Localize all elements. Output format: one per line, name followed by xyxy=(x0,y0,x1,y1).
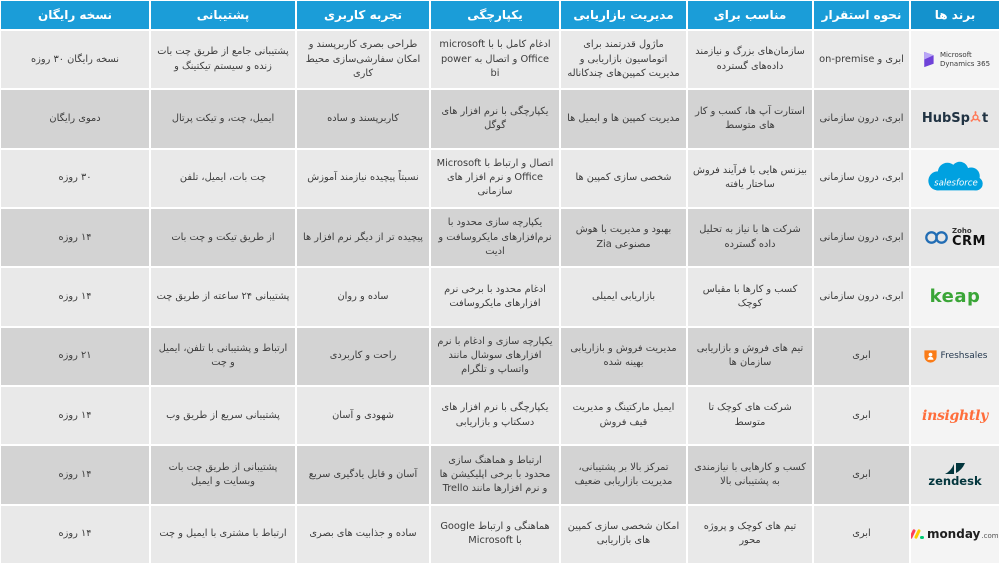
cell-support-zendesk xyxy=(150,445,296,504)
cell-ux-salesforce xyxy=(296,149,430,208)
cell-integration-freshsales xyxy=(430,327,560,386)
cell-marketing-zoho-crm xyxy=(560,208,687,267)
free_version-text: ۱۴ روزه xyxy=(58,290,92,302)
integration-text: ادغام کامل با با microsoft Office و اتصال به power bi xyxy=(439,39,551,79)
free_version-text: ۱۴ روزه xyxy=(58,468,92,480)
cell-marketing-microsoft-dynamics-365 xyxy=(560,30,687,89)
ux-text: ساده و روان xyxy=(337,290,389,302)
salesforce-logo xyxy=(923,158,987,198)
cell-support-freshsales xyxy=(150,327,296,386)
integration-text: اتصال و ارتباط با Microsoft Office و نرم افزار های سازمانی xyxy=(436,158,554,198)
header-deployment xyxy=(813,0,910,30)
cell-support-monday-com xyxy=(150,505,296,564)
header-marketing xyxy=(560,0,687,30)
cell-suitable_for-hubspot xyxy=(687,89,813,148)
marketing-text: ایمیل مارکتینگ و مدیریت قیف فروش xyxy=(572,402,675,428)
cell-ux-zendesk xyxy=(296,445,430,504)
header-suitable_for xyxy=(687,0,813,30)
cell-free_version-hubspot xyxy=(0,89,150,148)
ux-text: ساده و جذابیت های بصری xyxy=(309,528,417,540)
integration-text: یکپارچه سازی و ادغام با نرم افزارهای سوشال مانند واتساپ و تلگرام xyxy=(437,336,553,376)
cell-ux-insightly xyxy=(296,386,430,445)
cell-marketing-hubspot xyxy=(560,89,687,148)
cell-integration-zoho-crm xyxy=(430,208,560,267)
support-text: پشتیبانی سریع از طریق وب xyxy=(166,409,280,421)
integration-text: هماهنگی و ارتباط Google با Microsoft xyxy=(440,521,550,547)
cell-marketing-freshsales xyxy=(560,327,687,386)
integration-text: ادغام محدود با برخی نرم افزارهای مایکروسافت xyxy=(444,283,546,309)
brand-cell-monday-com xyxy=(910,505,1000,564)
header-free_version xyxy=(0,0,150,30)
suitable_for-text: شرکت ها با نیاز به تحلیل داده گسترده xyxy=(699,224,801,250)
cell-deployment-zendesk xyxy=(813,445,910,504)
cell-marketing-insightly xyxy=(560,386,687,445)
freshsales-wordmark: Freshsales xyxy=(940,351,988,362)
cell-suitable_for-keap xyxy=(687,267,813,326)
cell-marketing-zendesk xyxy=(560,445,687,504)
cell-suitable_for-microsoft-dynamics-365 xyxy=(687,30,813,89)
integration-text: یکپارچگی با نرم افزار های دسکتاپ و بازاریابی xyxy=(441,402,549,428)
free_version-text: نسخه رایگان ۳۰ روزه xyxy=(30,53,120,65)
suitable_for-text: سازمان‌های بزرگ و نیازمند داده‌های گسترده xyxy=(695,46,805,72)
deployment-text: ابری، درون سازمانی xyxy=(819,231,904,243)
cell-deployment-microsoft-dynamics-365 xyxy=(813,30,910,89)
cell-ux-microsoft-dynamics-365 xyxy=(296,30,430,89)
ux-text: راحت و کاربردی xyxy=(329,350,397,362)
deployment-text: ابری xyxy=(852,350,871,362)
support-text: از طریق تیکت و چت بات xyxy=(171,231,275,243)
cell-free_version-microsoft-dynamics-365 xyxy=(0,30,150,89)
monday-icon xyxy=(911,529,924,539)
header-support xyxy=(150,0,296,30)
suitable_for-text: کسب و کارها با مقیاس کوچک xyxy=(702,283,798,309)
brand-cell-insightly xyxy=(910,386,1000,445)
insightly-logo: insightly xyxy=(922,407,988,424)
marketing-text: ماژول قدرتمند برای اتوماسیون بازاریابی و مدیریت کمپین‌های چندکاناله xyxy=(567,39,680,79)
cell-integration-microsoft-dynamics-365 xyxy=(430,30,560,89)
suitable_for-text: بیزنس هایی با فرآیند فروش ساختار یافته xyxy=(693,165,807,191)
ux-text: آسان و قابل یادگیری سریع xyxy=(308,468,418,480)
dynamics-word-1: Microsoft xyxy=(939,50,972,59)
cell-suitable_for-insightly xyxy=(687,386,813,445)
cell-integration-insightly xyxy=(430,386,560,445)
deployment-text: ابری، درون سازمانی xyxy=(819,112,904,124)
deployment-text: ابری و on-premise xyxy=(819,53,904,65)
crm-word: CRM xyxy=(952,233,986,249)
cell-integration-salesforce xyxy=(430,149,560,208)
marketing-text: مدیریت کمپین ها و ایمیل ها xyxy=(567,112,680,124)
ux-text: نسبتاً پیچیده نیازمند آموزش xyxy=(307,172,419,184)
brand-cell-zoho-crm xyxy=(910,208,1000,267)
zoho-word: Zoho xyxy=(952,226,972,235)
marketing-text: بهبود و مدیریت با هوش مصنوعی Zia xyxy=(575,224,672,250)
monday-com-suffix: .com xyxy=(981,532,999,541)
zoho-crm-logo xyxy=(924,228,986,248)
integration-text: ارتباط و هماهنگ سازی محدود با برخی اپلیکیشن ها و نرم افزارها مانند Trello xyxy=(439,454,551,495)
cell-suitable_for-salesforce xyxy=(687,149,813,208)
cell-support-insightly xyxy=(150,386,296,445)
free_version-text: ۱۴ روزه xyxy=(58,409,92,421)
support-text: ایمیل، چت، و تیکت پرتال xyxy=(171,112,275,124)
cell-support-zoho-crm xyxy=(150,208,296,267)
header-label: پشتیبانی xyxy=(196,8,250,22)
cell-marketing-keap xyxy=(560,267,687,326)
brand-cell-keap xyxy=(910,267,1000,326)
cell-free_version-zendesk xyxy=(0,445,150,504)
suitable_for-text: کسب و کارهایی با نیازمندی به پشتیبانی بالا xyxy=(694,461,806,487)
cell-support-hubspot xyxy=(150,89,296,148)
free_version-text: ۲۱ روزه xyxy=(58,350,92,362)
cell-deployment-hubspot xyxy=(813,89,910,148)
monday-logo xyxy=(911,527,998,541)
marketing-text: بازاریابی ایمیلی xyxy=(591,290,656,302)
header-ux xyxy=(296,0,430,30)
ux-text: شهودی و آسان xyxy=(332,409,394,421)
zoho-rings-icon xyxy=(924,230,949,245)
header-label: نحوه استقرار xyxy=(821,8,902,22)
brand-cell-freshsales xyxy=(910,327,1000,386)
brand-cell-microsoft-dynamics-365 xyxy=(910,30,1000,89)
hubspot-sprocket-icon xyxy=(970,111,981,122)
cell-integration-keap xyxy=(430,267,560,326)
cell-free_version-zoho-crm xyxy=(0,208,150,267)
suitable_for-text: تیم های فروش و بازاریابی سازمان ها xyxy=(696,343,804,369)
cell-free_version-freshsales xyxy=(0,327,150,386)
cell-integration-hubspot xyxy=(430,89,560,148)
cell-suitable_for-zendesk xyxy=(687,445,813,504)
ux-text: پیچیده تر از دیگر نرم افزار ها xyxy=(302,231,424,243)
deployment-text: ابری، درون سازمانی xyxy=(819,172,904,184)
header-label: مناسب برای xyxy=(713,8,787,22)
freshsales-icon xyxy=(923,349,938,364)
cell-suitable_for-zoho-crm xyxy=(687,208,813,267)
cell-support-salesforce xyxy=(150,149,296,208)
zendesk-logo xyxy=(928,462,981,488)
marketing-text: مدیریت فروش و بازاریابی بهینه شده xyxy=(570,343,677,369)
cell-support-microsoft-dynamics-365 xyxy=(150,30,296,89)
integration-text: یکپارچگی با نرم افزار های گوگل xyxy=(441,105,549,131)
free_version-text: ۱۴ روزه xyxy=(58,528,92,540)
header-brand xyxy=(910,0,1000,30)
keap-logo: keap xyxy=(929,286,981,308)
cell-deployment-freshsales xyxy=(813,327,910,386)
cell-marketing-salesforce xyxy=(560,149,687,208)
cell-suitable_for-freshsales xyxy=(687,327,813,386)
cell-integration-zendesk xyxy=(430,445,560,504)
support-text: ارتباط و پشتیبانی با تلفن، ایمیل و چت xyxy=(158,343,288,369)
suitable_for-text: استارت آپ ها، کسب و کار های متوسط xyxy=(695,105,805,131)
suitable_for-text: تیم های کوچک و پروژه محور xyxy=(703,521,797,547)
hubspot-logo xyxy=(922,111,988,126)
marketing-text: شخصی سازی کمپین ها xyxy=(575,172,672,184)
cell-free_version-keap xyxy=(0,267,150,326)
brand-cell-salesforce xyxy=(910,149,1000,208)
header-label: یکپارچگی xyxy=(467,8,523,22)
free_version-text: دموی رایگان xyxy=(49,112,101,124)
free_version-text: ۱۴ روزه xyxy=(58,231,92,243)
dynamics-icon xyxy=(920,51,937,68)
cell-support-keap xyxy=(150,267,296,326)
support-text: ارتباط با مشتری با ایمیل و چت xyxy=(159,528,287,540)
freshsales-logo xyxy=(923,349,988,364)
deployment-text: ابری xyxy=(852,528,871,540)
dynamics-word-2: Dynamics 365 xyxy=(939,59,991,68)
salesforce-wordmark: salesforce xyxy=(934,178,978,189)
hubspot-text-post: t xyxy=(981,111,989,127)
free_version-text: ۳۰ روزه xyxy=(58,172,92,184)
support-text: پشتیبانی جامع از طریق چت بات زنده و سیستم تیکتینگ و xyxy=(157,46,289,72)
cell-marketing-monday-com xyxy=(560,505,687,564)
marketing-text: امکان شخصی سازی کمپین های بازاریابی xyxy=(567,521,680,547)
ux-text: طراحی بصری کاربرپسند و امکان سفارشی‌سازی محیط کاری xyxy=(305,39,421,79)
cell-deployment-keap xyxy=(813,267,910,326)
cell-free_version-insightly xyxy=(0,386,150,445)
cell-ux-monday-com xyxy=(296,505,430,564)
cell-free_version-monday-com xyxy=(0,505,150,564)
cell-deployment-insightly xyxy=(813,386,910,445)
microsoft-dynamics-365-logo xyxy=(920,51,990,69)
header-label: مدیریت بازاریابی xyxy=(573,8,674,22)
support-text: پشتیبانی از طریق چت بات وبسایت و ایمیل xyxy=(168,461,278,487)
deployment-text: ابری، درون سازمانی xyxy=(819,290,904,302)
cell-free_version-salesforce xyxy=(0,149,150,208)
brand-cell-hubspot xyxy=(910,89,1000,148)
deployment-text: ابری xyxy=(852,468,871,480)
deployment-text: ابری xyxy=(852,409,871,421)
header-integration xyxy=(430,0,560,30)
brand-cell-zendesk xyxy=(910,445,1000,504)
ux-text: کاربرپسند و ساده xyxy=(327,112,399,124)
integration-text: یکپارچه سازی محدود با نرم‌افزارهای مایکروسافت و ادیت xyxy=(438,217,552,257)
cell-ux-hubspot xyxy=(296,89,430,148)
cell-deployment-monday-com xyxy=(813,505,910,564)
cell-integration-monday-com xyxy=(430,505,560,564)
suitable_for-text: شرکت های کوچک تا متوسط xyxy=(708,402,792,428)
monday-wordmark: monday xyxy=(926,527,981,542)
hubspot-text-pre: HubSp xyxy=(921,111,970,127)
header-label: تجربه کاربری xyxy=(324,8,402,22)
cell-ux-freshsales xyxy=(296,327,430,386)
cell-deployment-salesforce xyxy=(813,149,910,208)
zendesk-wordmark: zendesk xyxy=(928,474,982,489)
support-text: پشتیبانی ۲۴ ساعته از طریق چت xyxy=(156,290,290,302)
header-label: برند ها xyxy=(934,8,976,22)
marketing-text: تمرکز بالا بر پشتیبانی، مدیریت بازاریابی ضعیف xyxy=(574,461,673,487)
support-text: چت بات، ایمیل، تلفن xyxy=(179,172,267,184)
cell-ux-zoho-crm xyxy=(296,208,430,267)
header-label: نسخه رایگان xyxy=(37,8,113,22)
cell-deployment-zoho-crm xyxy=(813,208,910,267)
cell-suitable_for-monday-com xyxy=(687,505,813,564)
cell-ux-keap xyxy=(296,267,430,326)
